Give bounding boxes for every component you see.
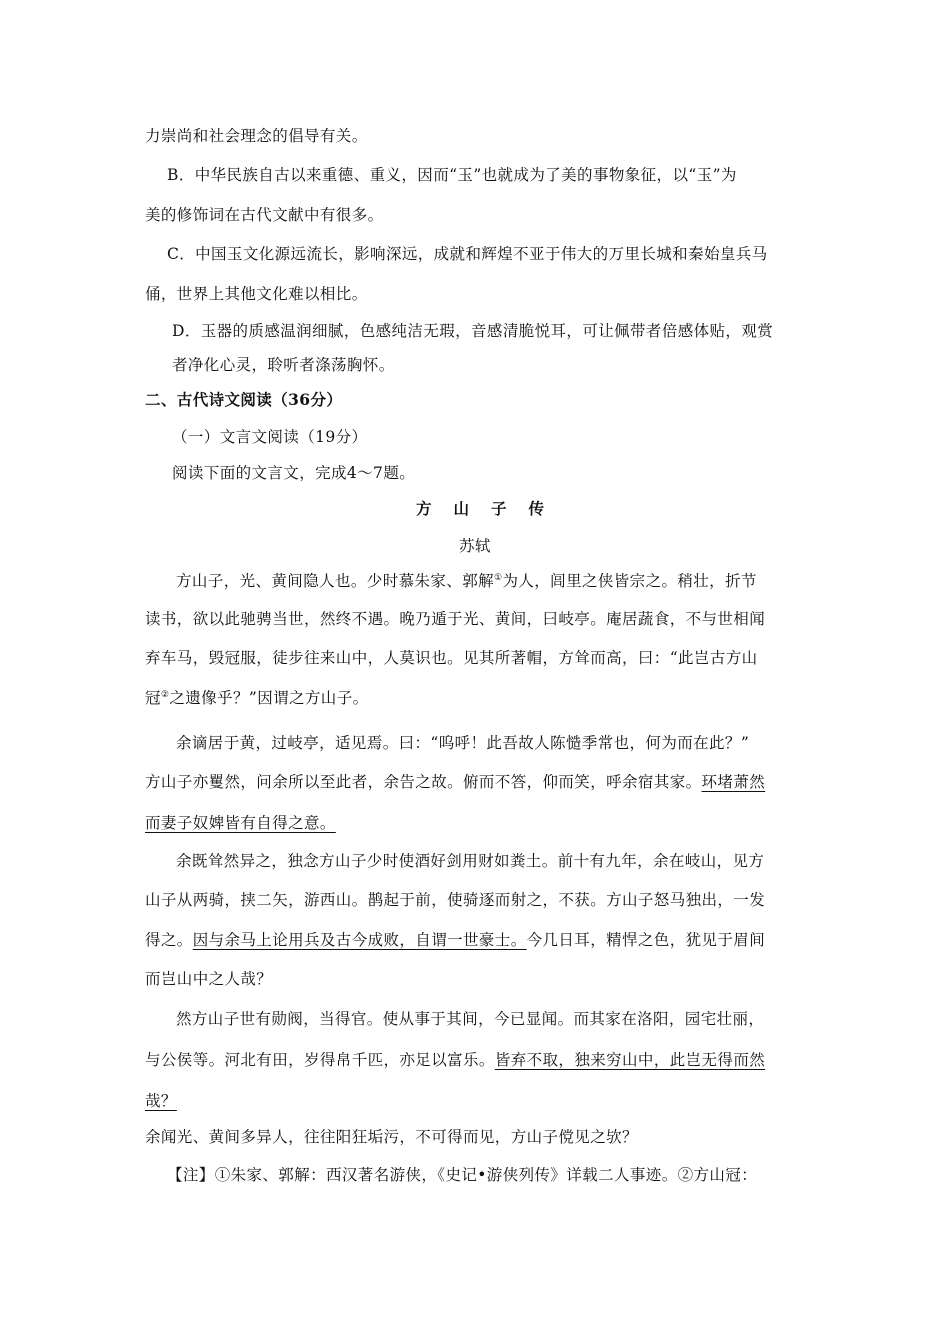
paragraph1-line3: 弃车马，毁冠服，徒步往来山中，人莫识也。见其所著帽，方耸而高，曰：“此岂古方山	[145, 649, 758, 667]
paragraph3-line1: 余既耸然异之，独念方山子少时使酒好剑用财如粪土。前十有九年，余在岐山，见方	[176, 852, 765, 870]
underlined-sentence-1-cont: 而妻子奴婢皆有自得之意。	[145, 814, 336, 832]
option-a-continuation: 力崇尚和社会理念的倡导有关。	[145, 127, 368, 145]
option-c-line2: 俑，世界上其他文化难以相比。	[145, 285, 368, 303]
paragraph1-line4: 冠②之遗像乎？”因谓之方山子。	[145, 689, 369, 707]
paragraph2-line2: 方山子亦矍然，问余所以至此者，余告之故。俯而不答，仰而笑，呼余宿其家。环堵萧然	[145, 773, 766, 791]
paragraph1-line2: 读书，欲以此驰骋当世，然终不遇。晚乃遁于光、黄间，曰岐亭。庵居蔬食，不与世相闻	[145, 610, 766, 628]
paragraph3-line3: 得之。因与余马上论用兵及古今成败，自谓一世豪士。今几日耳，精悍之色，犹见于眉间	[145, 931, 766, 949]
option-d-line2: 者净化心灵，聆听者涤荡胸怀。	[172, 356, 395, 374]
option-d-line1: D．玉器的质感温润细腻，色感纯洁无瑕，音感清脆悦耳，可让佩带者倍感体贴，观赏	[172, 322, 774, 340]
option-c-line1: C．中国玉文化源远流长，影响深远，成就和辉煌不亚于伟大的万里长城和秦始皇兵马	[167, 245, 768, 263]
option-b-line2: 美的修饰词在古代文献中有很多。	[145, 206, 384, 224]
footnotes: 【注】①朱家、郭解：西汉著名游侠，《史记•游侠列传》详载二人事迹。②方山冠：	[167, 1166, 758, 1184]
paragraph5: 余闻光、黄间多异人，往往阳狂垢污，不可得而见，方山子傥见之欤？	[145, 1128, 638, 1146]
paragraph3-line2: 山子从两骑，挟二矢，游西山。鹊起于前，使骑逐而射之，不获。方山子怒马独出，一发	[145, 891, 766, 909]
underlined-sentence-3-cont: 哉？	[145, 1092, 177, 1110]
essay-title: 方山子传	[416, 499, 567, 518]
underlined-sentence-3: 皆弃不取，独来穷山中，此岂无得而然	[494, 1051, 766, 1069]
paragraph3-line4: 而岂山中之人哉？	[145, 970, 273, 988]
paragraph4-line1: 然方山子世有勋阀，当得官。使从事于其间，今已显闻。而其家在洛阳，园宅壮丽，	[176, 1010, 765, 1028]
underlined-sentence-2: 因与余马上论用兵及古今成败，自谓一世豪士。	[192, 931, 527, 949]
option-b-line1: B．中华民族自古以来重德、重义，因而“玉”也就成为了美的事物象征，以“玉”为	[167, 166, 737, 184]
essay-author: 苏轼	[459, 537, 491, 555]
reading-instruction: 阅读下面的文言文，完成4～7题。	[172, 464, 416, 482]
paragraph2-line1: 余谪居于黄，过岐亭，适见焉。曰：“呜呼！此吾故人陈慥季常也，何为而在此？”	[176, 734, 750, 752]
footnote-marker-2: ②	[160, 689, 170, 700]
underlined-sentence-1: 环堵萧然	[701, 773, 766, 791]
paragraph4-line2: 与公侯等。河北有田，岁得帛千匹，亦足以富乐。皆弃不取，独来穷山中，此岂无得而然	[145, 1051, 766, 1069]
subsection-heading: （一）文言文阅读（19分）	[172, 428, 368, 446]
footnote-marker-1: ①	[494, 572, 503, 583]
paragraph4-line3	[145, 1089, 177, 1111]
section-heading: 二、古代诗文阅读（36分）	[145, 390, 343, 409]
paragraph2-line3	[145, 811, 336, 833]
paragraph1-line1: 方山子，光、黄间隐人也。少时慕朱家、郭解①为人，闾里之侠皆宗之。稍壮，折节	[176, 572, 757, 590]
